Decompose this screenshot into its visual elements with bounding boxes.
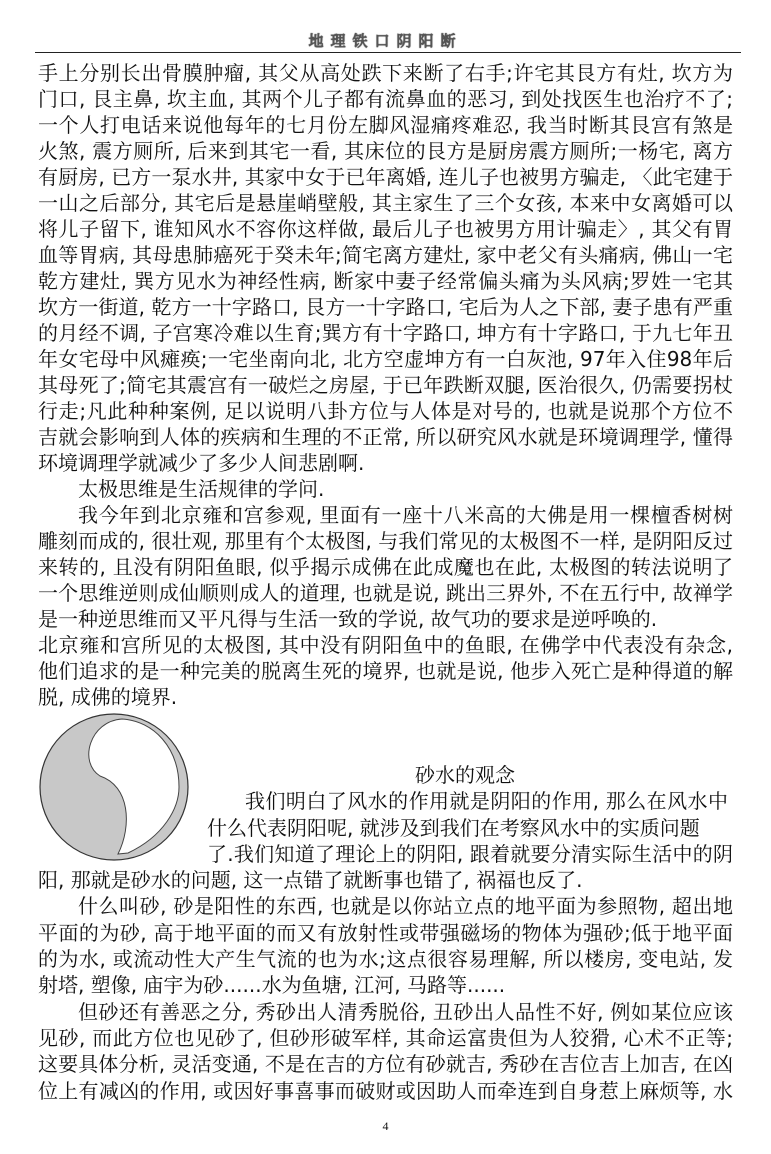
text-line: 年女宅母中风瘫痪;一宅坐南向北, 北方空虚坤方有一白灰池, 97年入住98年后 [38,347,733,371]
text-line: 将儿子留下, 谁知风水不容你这样做, 最后儿子也被男方用计骗走〉, 其父有胃 [38,217,733,241]
text-line: 是一种逆思维而又平凡得与生活一致的学说, 故气功的要求是逆呼唤的. [38,607,658,631]
text-line: 位上有减凶的作用, 或因好事喜事而破财或因助人而牵连到自身惹上麻烦等, 水 [38,1078,733,1103]
text-line: 脱, 成佛的境界. [38,685,178,709]
text-line: 乾方建灶, 巽方见水为神经性病, 断家中妻子经常偏头痛为头风病;罗姓一宅其 [38,269,733,293]
text-line: 环境调理学就减少了多少人间悲剧啊. [38,451,365,475]
text-line: 什么叫砂, 砂是阳性的东西, 也就是以你站立点的地平面为参照物, 超出地 [78,894,733,919]
text-line: 一个人打电话来说他每年的七月份左脚风湿痛疼难忍, 我当时断其艮宫有煞是 [38,113,733,137]
text-line: 我今年到北京雍和宫参观, 里面有一座十八米高的大佛是用一棵檀香树树 [78,503,733,527]
text-line: 的月经不调, 子宫寒冷难以生育;巽方有十字路口, 坤方有十字路口, 于九七年丑 [38,321,733,345]
text-line: 阳, 那就是砂水的问题, 这一点错了就断事也错了, 祸福也反了. [38,868,583,893]
text-line: 一个思维逆则成仙顺则成人的道理, 也就是说, 跳出三界外, 不在五行中, 故禅学 [38,581,733,605]
text-line: 北京雍和宫所见的太极图, 其中没有阴阳鱼中的鱼眼, 在佛学中代表没有杂念, [38,633,733,657]
text-line: 其母死了;简宅其震宫有一破烂之房屋, 于已年跌断双腿, 医治很久, 仍需要拐杖 [38,373,733,397]
text-line: 门口, 艮主鼻, 坎主血, 其两个儿子都有流鼻血的恶习, 到处找医生也治疗不了; [38,87,733,111]
text-line: 行走;凡此种种案例, 足以说明八卦方位与人体是对号的, 也就是说那个方位不 [38,399,733,423]
text-line: 了.我们知道了理论上的阴阳, 跟着就要分清实际生活中的阴 [207,841,733,866]
text-line: 吉就会影响到人体的疾病和生理的不正常, 所以研究风水就是环境调理学, 懂得 [38,425,733,449]
text-line: 什么代表阴阳呢, 就涉及到我们在考察风水中的实质问题 [207,815,700,840]
text-line: 我们明白了风水的作用就是阴阳的作用, 那么在风水中 [245,789,728,814]
text-line: 的为水, 或流动性大产生气流的也为水;这点很容易理解, 所以楼房, 变电站, 发 [38,947,733,972]
text-line: 平面的为砂, 高于地平面的而又有放射性或带强磁场的物体为强砂;低于地平面 [38,920,733,945]
running-header: 地理铁口阴阳断 [308,32,463,50]
text-line: 雕刻而成的, 很壮观, 那里有个太极图, 与我们常见的太极图不一样, 是阴阳反过 [38,529,733,553]
text-line: 火煞, 震方厕所, 后来到其宅一看, 其床位的艮方是厨房震方厕所;一杨宅, 离方 [38,139,733,163]
text-line: 来转的, 且没有阴阳鱼眼, 似乎揭示成佛在此成魔也在此, 太极图的转法说明了 [38,555,733,579]
header-rule [35,52,741,53]
body-text-top [38,60,733,710]
text-line: 有厨房, 已方一泵水井, 其家中女于已年离婚, 连儿子也被男方骗走, 〈此宅建于 [38,165,733,189]
text-line: 他们追求的是一种完美的脱离生死的境界, 也就是说, 他步入死亡是种得道的解 [38,659,733,683]
text-line: 见砂, 而此方位也见砂了, 但砂形破军样, 其命运富贵但为人狡猾, 心术不正等; [38,1025,733,1050]
text-line: 一山之后部分, 其宅后是悬崖峭壁般, 其主家生了三个女孩, 本来中女离婚可以 [38,191,733,215]
text-line: 但砂还有善恶之分, 秀砂出人清秀脱俗, 丑砂出人品性不好, 例如某位应该 [78,999,733,1024]
text-line: 坎方一街道, 乾方一十字路口, 艮方一十字路口, 宅后为人之下部, 妻子患有严重 [38,295,733,319]
text-line: 手上分别长出骨膜肿瘤, 其父从高处跌下来断了右手;许宅其艮方有灶, 坎方为 [38,61,733,85]
text-line: 太极思维是生活规律的学问. [78,477,325,501]
page-number: 4 [382,1119,389,1133]
text-line: 血等胃病, 其母患肺癌死于癸未年;简宅离方建灶, 家中老父有头痛病, 佛山一宅 [38,243,733,267]
section-heading: 砂水的观念 [415,763,515,787]
section-sand-water [38,762,733,1104]
text-line: 射塔, 塑像, 庙宇为砂......水为鱼塘, 江河, 马路等...... [38,973,506,998]
text-line: 这要具体分析, 灵活变通, 不是在吉的方位有砂就吉, 秀砂在吉位吉上加吉, 在凶 [38,1052,733,1077]
